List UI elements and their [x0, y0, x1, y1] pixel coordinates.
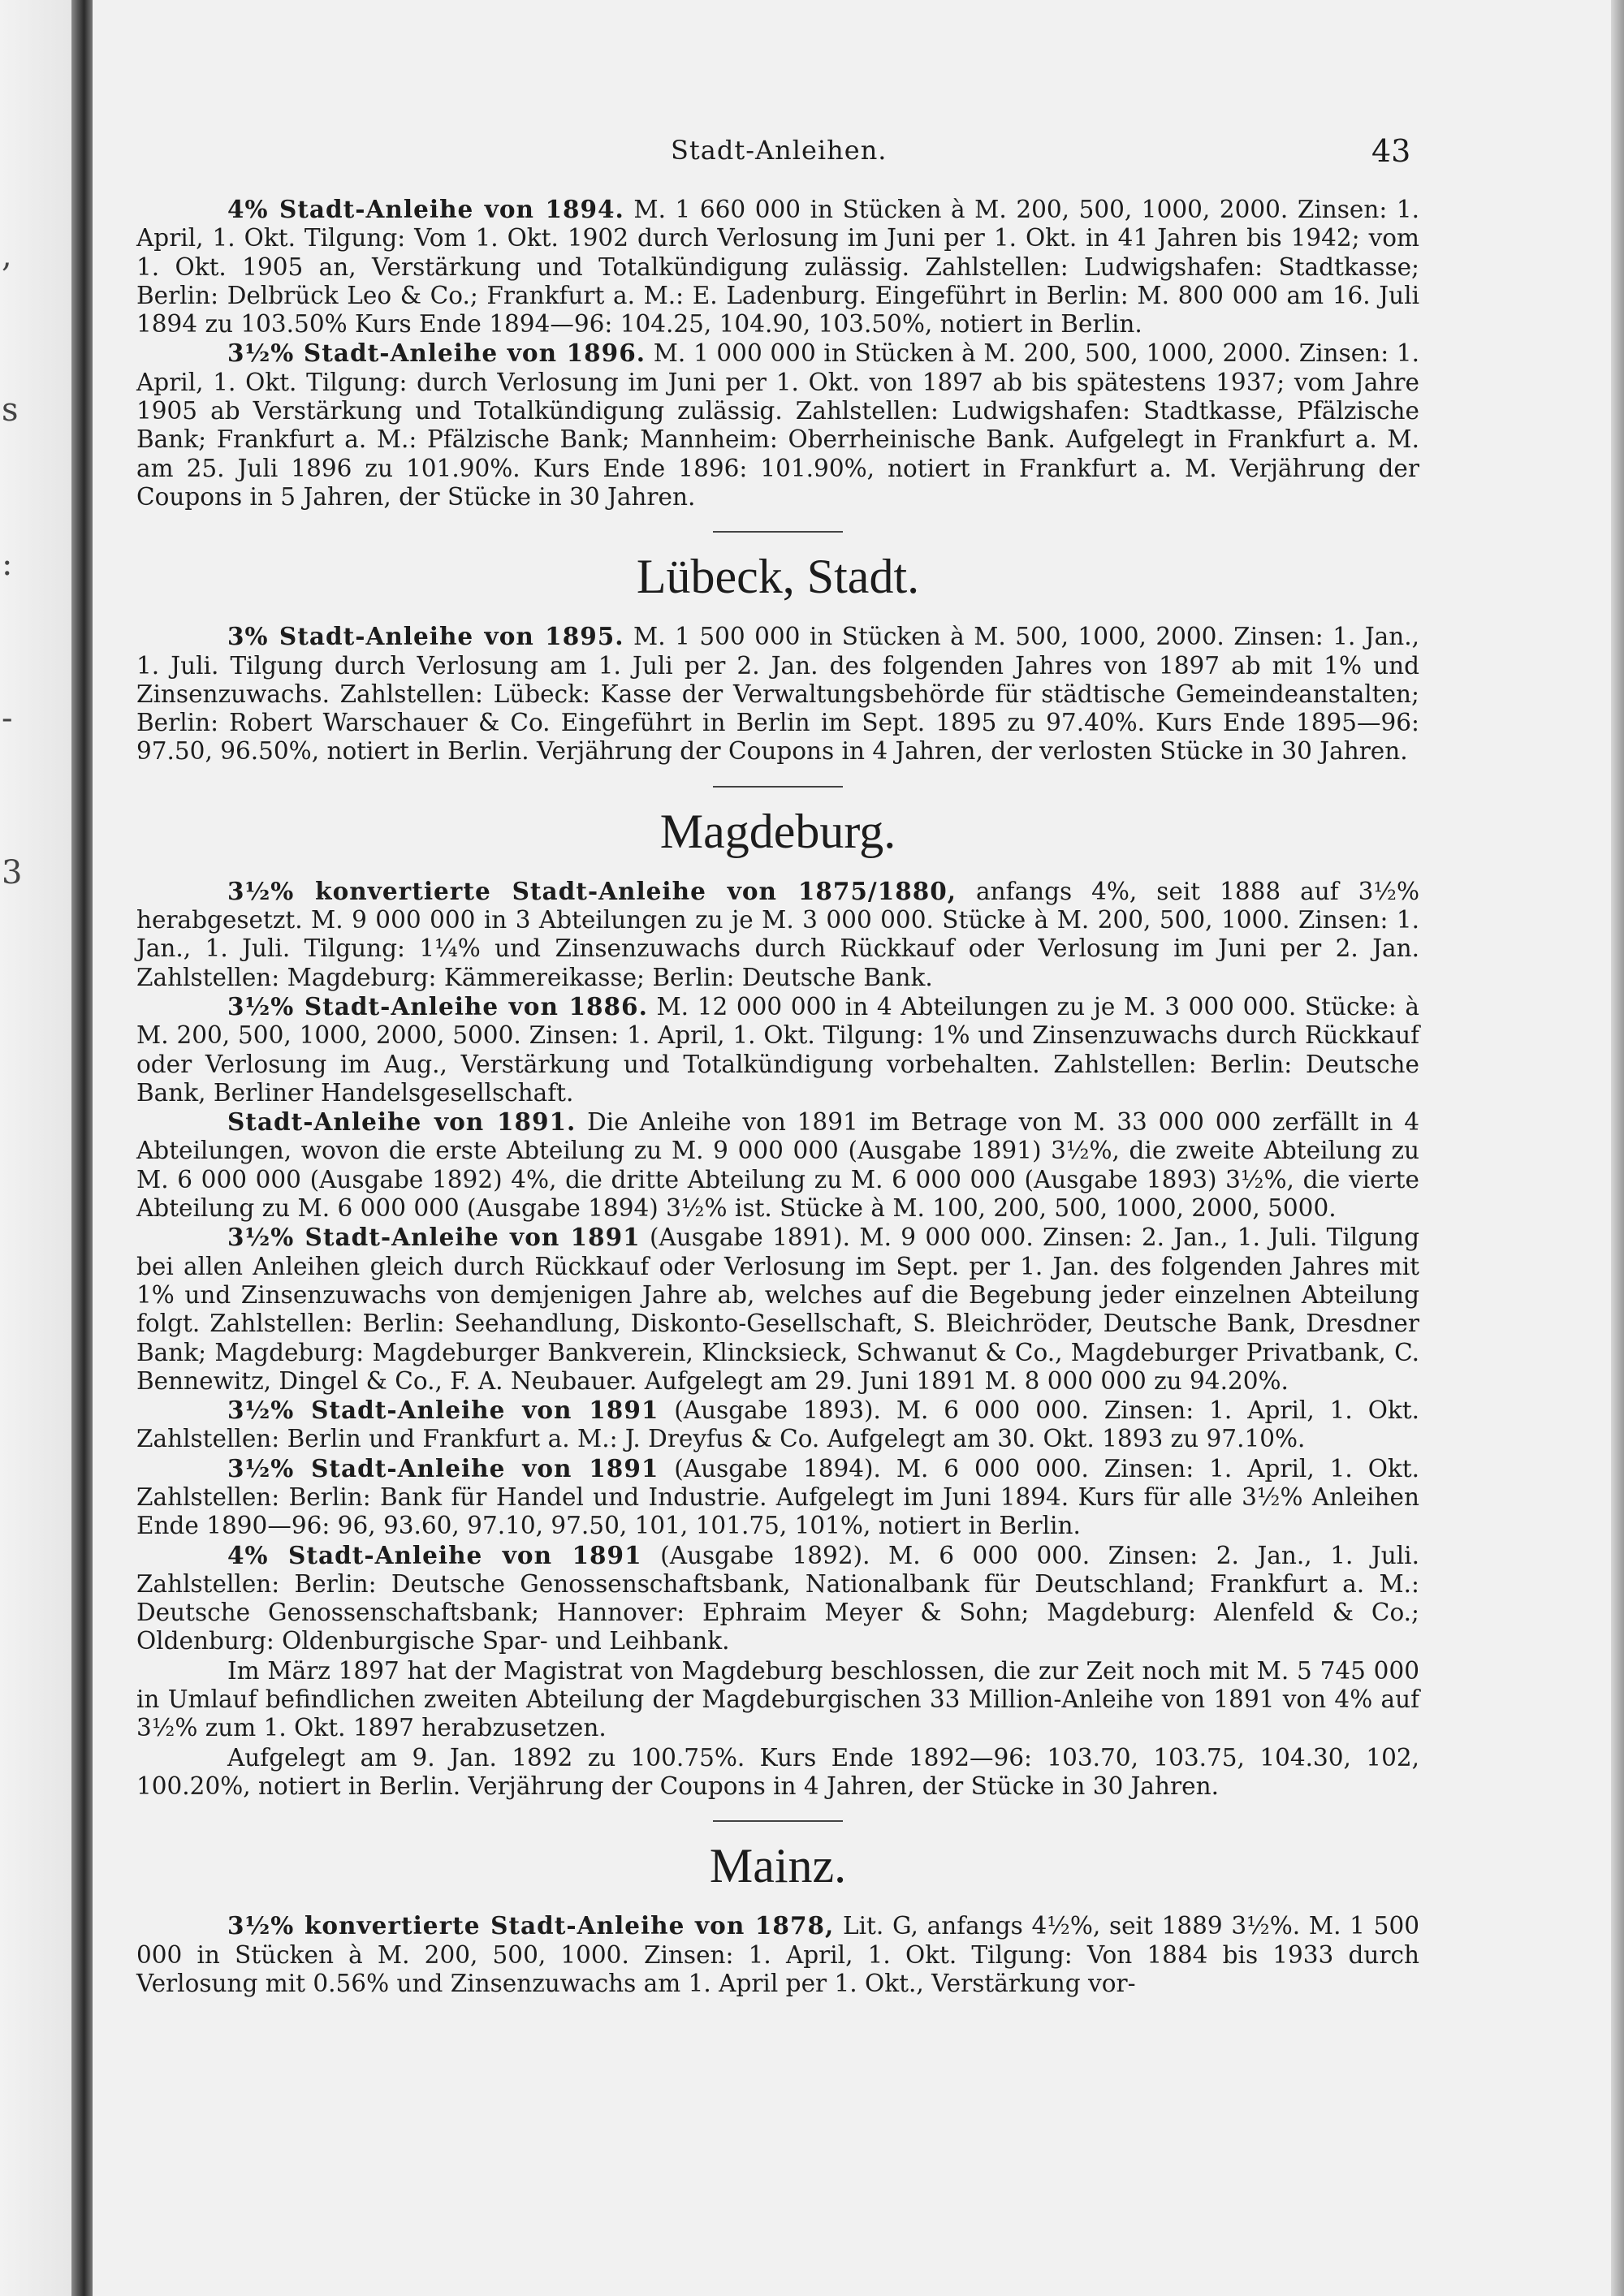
entry-text: M. 1 660 000 in Stücken à M. 200, 500, 1000, 2000. Zinsen: 1. April, 1. Okt. Tilgung: Vom 1. Okt. 1902 durch Verlosung im Juni per 1. Okt. in 41 Jahren bis 1942; vom 1. Okt. 1905 an, Verstärkung und Totalkündigung zulässig. Zahlstellen: Ludwigshafen: Stadtkasse; Berlin: Delbrück Leo & Co.; Frankfurt a. M.: E. Ladenburg. Eingeführt in Berlin: M. 800 000 am 16. Juli 1894 zu 103.50% Kurs Ende 1894—96: 104.25, 104.90, 103.50%, notiert in Berlin. — [136, 196, 1419, 339]
entry-text: anfangs 4%, seit 1888 auf 3½% herabgesetzt. M. 9 000 000 in 3 Abteilungen zu je M. 3 000 000. Stücke à M. 200, 500, 1000. Zinsen: 1. Jan., 1. Juli. Tilgung: 1¼% und Zinsenzuwachs durch Rückkauf oder Verlosung im Juni per 2. Jan. Zahlstellen: Magdeburg: Kämmereikasse; Berlin: Deutsche Bank. — [136, 877, 1419, 991]
entry-lead: 3% Stadt-Anleihe von 1895. — [227, 622, 624, 651]
page-number: 43 — [1371, 133, 1411, 169]
edge-mark: , — [2, 237, 12, 274]
section-divider — [713, 786, 843, 788]
edge-mark: : — [2, 546, 13, 583]
edge-mark: s — [2, 391, 19, 429]
section-ludwigshafen — [136, 195, 1419, 511]
running-title: Stadt-Anleihen. — [671, 135, 888, 166]
section-luebeck — [136, 549, 1419, 766]
entry-lead: 3½% konvertierte Stadt-Anleihe von 1875/1880, — [227, 876, 957, 905]
page-body — [136, 195, 1419, 1998]
entry-paragraph — [136, 622, 1419, 766]
section-mainz — [136, 1838, 1419, 1998]
entry-paragraph — [136, 1743, 1419, 1802]
page-right-edge — [1611, 0, 1624, 2296]
entry-text: M. 1 500 000 in Stücken à M. 500, 1000, 2000. Zinsen: 1. Jan., 1. Juli. Tilgung durch Verlosung am 1. Juli per 2. Jan. des folgenden Jahres von 1897 ab mit 1% und Zinsenzuwachs. Zahlstellen: Lübeck: Kasse der Verwaltungsbehörde für städtische Gemeindeanstalten; Berlin: Robert Warschauer & Co. Eingeführt in Berlin im Sept. 1895 zu 97.40%. Kurs Ende 1895—96: 97.50, 96.50%, notiert in Berlin. Verjährung der Coupons in 4 Jahren, der verlosten Stücke in 30 Jahren. — [136, 623, 1419, 766]
entry-paragraph — [136, 1107, 1419, 1223]
entry-text: Die Anleihe von 1891 im Betrage von M. 33 000 000 zerfällt in 4 Abteilungen, wovon die erste Abteilung zu M. 9 000 000 (Ausgabe 1891) 3½%, die zweite Abteilung zu M. 6 000 000 (Ausgabe 1892) 4%, die dritte Abteilung zu M. 6 000 000 (Ausgabe 1893) 3½%, die vierte Abteilung zu M. 6 000 000 (Ausgabe 1894) 3½% ist. Stücke à M. 100, 200, 500, 1000, 2000, 5000. — [136, 1108, 1419, 1223]
facing-page-edge — [0, 0, 71, 2296]
entry-lead: 3½% konvertierte Stadt-Anleihe von 1878, — [227, 1911, 835, 1940]
entry-lead: 3½% Stadt-Anleihe von 1891 — [227, 1223, 641, 1252]
entry-text: Aufgelegt am 9. Jan. 1892 zu 100.75%. Kurs Ende 1892—96: 103.70, 103.75, 104.30, 102, 100.20%, notiert in Berlin. Verjährung der Coupons in 4 Jahren, der Stücke in 30 Jahren. — [136, 1743, 1419, 1800]
running-header — [93, 135, 1611, 175]
section-divider — [713, 531, 843, 533]
city-heading: Lübeck, Stadt. — [636, 550, 920, 604]
entry-paragraph — [136, 1454, 1419, 1541]
entry-paragraph — [136, 992, 1419, 1107]
city-heading: Mainz. — [709, 1839, 847, 1893]
edge-mark: - — [2, 700, 13, 737]
entry-paragraph — [136, 339, 1419, 511]
entry-paragraph — [136, 1396, 1419, 1454]
entry-paragraph — [136, 195, 1419, 339]
entry-text: (Ausgabe 1891). M. 9 000 000. Zinsen: 2. Jan., 1. Juli. Tilgung bei allen Anleihen gleich durch Rückkauf oder Verlosung im Sept. per 1. Jan. des folgenden Jahres mit 1% und Zinsenzuwachs von demjenigen Jahre ab, welches auf die Begebung jeder einzelnen Abteilung folgt. Zahlstellen: Berlin: Seehandlung, Diskonto-Gesellschaft, S. Bleichröder, Deutsche Bank, Dresdner Bank; Magdeburg: Magdeburger Bankverein, Klincksieck, Schwanut & Co., Magdeburger Privatbank, C. Bennewitz, Dingel & Co., F. A. Neubauer. Aufgelegt am 29. Juni 1891 M. 8 000 000 zu 94.20%. — [136, 1224, 1419, 1395]
entry-paragraph — [136, 1656, 1419, 1743]
entry-text: (Ausgabe 1894). M. 6 000 000. Zinsen: 1. April, 1. Okt. Zahlstellen: Berlin: Bank für Handel und Industrie. Aufgelegt im Juni 1894. Kurs für alle 3½% Anleihen Ende 1890—96: 96, 93.60, 97.10, 97.50, 101, 101.75, 101%, notiert in Berlin. — [136, 1454, 1419, 1540]
entry-lead: 4% Stadt-Anleihe von 1894. — [227, 195, 624, 223]
document-page — [93, 0, 1611, 2296]
entry-text: (Ausgabe 1893). M. 6 000 000. Zinsen: 1. April, 1. Okt. Zahlstellen: Berlin und Frankfurt a. M.: J. Dreyfus & Co. Aufgelegt am 30. Okt. 1893 zu 97.10%. — [136, 1396, 1419, 1453]
entry-paragraph — [136, 1541, 1419, 1656]
facing-page-fragments — [2, 179, 26, 950]
entry-paragraph — [136, 1911, 1419, 1998]
entry-lead: 3½% Stadt-Anleihe von 1891 — [227, 1453, 659, 1482]
entry-text: Im März 1897 hat der Magistrat von Magdeburg beschlossen, die zur Zeit noch mit M. 5 745 000 in Umlauf befindlichen zweiten Abteilung der Magdeburgischen 33 Million-Anleihe von 1891 von 4% auf 3½% zum 1. Okt. 1897 herabzusetzen. — [136, 1656, 1419, 1742]
entry-text: Lit. G, anfangs 4½%, seit 1889 3½%. M. 1 500 000 in Stücken à M. 200, 500, 1000. Zinsen: 1. April, 1. Okt. Tilgung: Von 1884 bis 1933 durch Verlosung mit 0.56% und Zinsenzuwachs am 1. April per 1. Okt., Verstärkung vor- — [136, 1912, 1419, 1997]
book-gutter — [71, 0, 93, 2296]
entry-lead: 3½% Stadt-Anleihe von 1886. — [227, 991, 648, 1021]
entry-lead: Stadt-Anleihe von 1891. — [227, 1107, 577, 1137]
entry-lead: 3½% Stadt-Anleihe von 1896. — [227, 339, 646, 368]
entry-lead: 3½% Stadt-Anleihe von 1891 — [227, 1396, 659, 1425]
entry-text: M. 12 000 000 in 4 Abteilungen zu je M. 3 000 000. Stücke: à M. 200, 500, 1000, 2000, 5000. Zinsen: 1. April, 1. Okt. Tilgung: 1% und Zinsenzuwachs durch Rückkauf oder Verlosung im Aug., Verstärkung und Totalkündigung vorbehalten. Zahlstellen: Berlin: Deutsche Bank, Berliner Handelsgesellschaft. — [136, 992, 1419, 1107]
entry-text: (Ausgabe 1892). M. 6 000 000. Zinsen: 2. Jan., 1. Juli. Zahlstellen: Berlin: Deutsche Genossenschaftsbank, Nationalbank für Deutschland; Frankfurt a. M.: Deutsche Genossenschaftsbank; Hannover: Ephraim Meyer & Sohn; Magdeburg: Alenfeld & Co.; Oldenburg: Oldenburgische Spar- und Leihbank. — [136, 1541, 1419, 1655]
entry-paragraph — [136, 877, 1419, 992]
entry-lead: 4% Stadt-Anleihe von 1891 — [227, 1540, 642, 1569]
section-magdeburg — [136, 804, 1419, 1802]
entry-text: M. 1 000 000 in Stücken à M. 200, 500, 1000, 2000. Zinsen: 1. April, 1. Okt. Tilgung: durch Verlosung im Juni per 1. Okt. von 1897 ab bis spätestens 1937; vom Jahre 1905 ab Verstärkung und Totalkündigung zulässig. Zahlstellen: Ludwigshafen: Stadtkasse, Pfälzische Bank; Frankfurt a. M.: Pfälzische Bank; Mannheim: Oberrheinische Bank. Aufgelegt in Frankfurt a. M. am 25. Juli 1896 zu 101.90%. Kurs Ende 1896: 101.90%, notiert in Frankfurt a. M. Verjährung der Coupons in 5 Jahren, der Stücke in 30 Jahren. — [136, 339, 1420, 511]
city-heading: Magdeburg. — [659, 804, 896, 858]
entry-paragraph — [136, 1223, 1419, 1396]
section-divider — [713, 1820, 843, 1822]
edge-mark: 3 — [2, 854, 23, 891]
